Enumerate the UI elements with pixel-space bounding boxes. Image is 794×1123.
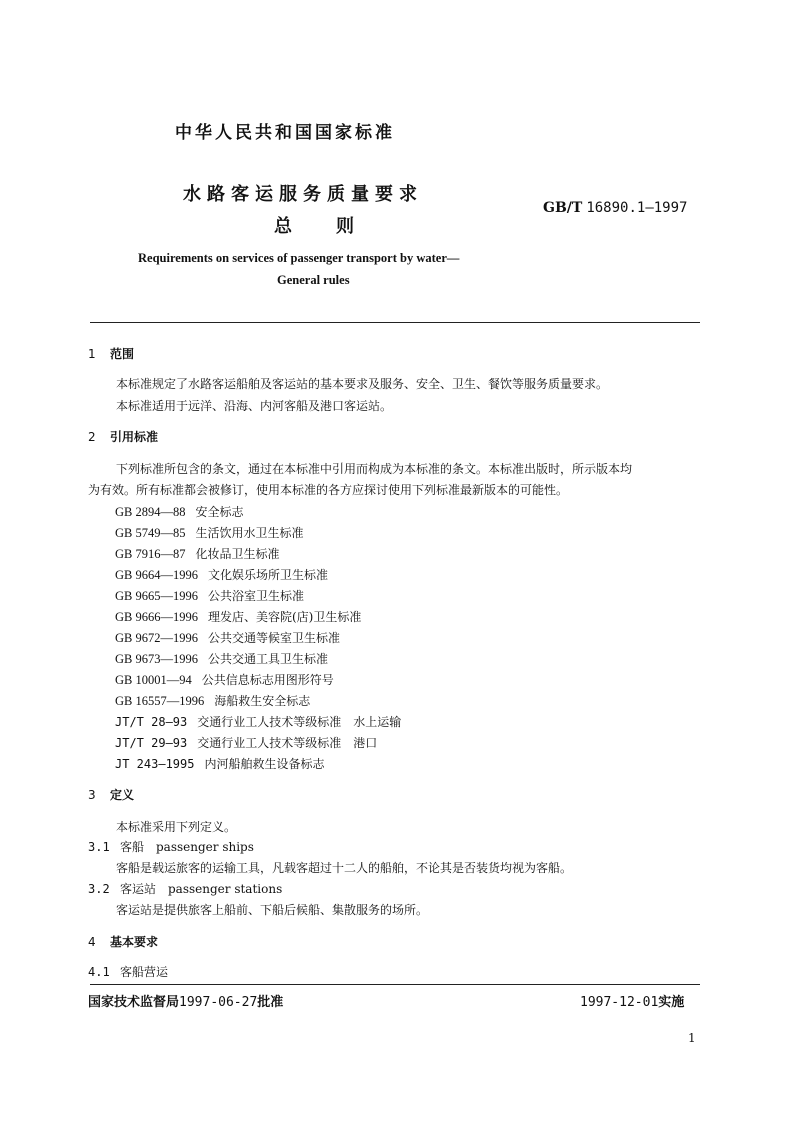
document-title-cn: 水路客运服务质量要求 <box>183 184 423 205</box>
reference-code: GB 9664—1996 <box>115 568 198 582</box>
effective-date: 1997-12-01 <box>580 995 659 1010</box>
definition-3-1-heading <box>88 838 254 855</box>
reference-item <box>115 629 340 646</box>
definition-term: 客运站 passenger stations <box>120 882 283 896</box>
reference-name: 海船救生安全标志 <box>214 694 311 708</box>
definition-3-1-text: 客船是载运旅客的运输工具，凡载客超过十二人的船舶，不论其是否装货均视为客船。 <box>116 861 573 875</box>
section-2-paragraph-line-1: 下列标准所包含的条文，通过在本标准中引用而构成为本标准的条文。本标准出版时，所示版本均 <box>116 462 633 476</box>
section-3-heading <box>88 786 134 803</box>
header-divider <box>90 322 700 323</box>
reference-item <box>115 524 304 541</box>
reference-name: 公共交通工具卫生标准 <box>208 652 329 666</box>
reference-name: 公共交通等候室卫生标准 <box>208 631 341 645</box>
reference-item <box>115 608 361 625</box>
reference-name: 公共信息标志用图形符号 <box>201 673 334 687</box>
approval-date: 1997-06-27 <box>179 995 258 1010</box>
reference-name: 公共浴室卫生标准 <box>208 589 305 603</box>
reference-code: JT/T 28—93 <box>115 715 188 729</box>
standard-code <box>543 200 687 216</box>
standard-code-number: 16890.1—1997 <box>586 200 688 216</box>
reference-code: GB 7916—87 <box>115 547 186 561</box>
section-title: 范围 <box>110 347 135 361</box>
clause-number: 3.1 <box>88 840 110 854</box>
reference-item <box>115 650 328 667</box>
reference-name: 理发店、美容院(店)卫生标准 <box>208 610 362 624</box>
section-number: 2 <box>88 430 96 444</box>
reference-code: GB 2894—88 <box>115 505 186 519</box>
standard-code-prefix: GB/T <box>543 200 583 216</box>
page-number: 1 <box>688 1031 696 1045</box>
approval-statement <box>88 991 283 1010</box>
effective-label: 实施 <box>658 995 685 1010</box>
section-title: 引用标准 <box>110 430 159 444</box>
clause-number: 3.2 <box>88 882 110 896</box>
reference-name: 安全标志 <box>195 505 244 519</box>
footer-divider <box>90 984 700 985</box>
reference-item <box>115 587 304 604</box>
reference-item <box>115 545 280 562</box>
clause-4-1-heading <box>88 963 168 980</box>
reference-item <box>115 713 401 730</box>
section-4-heading <box>88 933 158 950</box>
reference-name: 化妆品卫生标准 <box>195 547 280 561</box>
definition-3-2-heading <box>88 880 282 897</box>
reference-code: GB 9673—1996 <box>115 652 198 666</box>
definition-term: 客船 passenger ships <box>120 840 254 854</box>
reference-name: 文化娱乐场所卫生标准 <box>208 568 329 582</box>
reference-item <box>115 566 328 583</box>
reference-item <box>115 692 310 709</box>
section-title: 基本要求 <box>110 935 159 949</box>
reference-item <box>115 503 244 520</box>
reference-code: GB 16557—1996 <box>115 694 205 708</box>
document-title-en: Requirements on services of passenger transport by water— <box>138 251 460 265</box>
section-title: 定义 <box>110 788 135 802</box>
section-number: 4 <box>88 935 96 949</box>
approving-authority: 国家技术监督局 <box>88 995 180 1010</box>
reference-code: GB 9666—1996 <box>115 610 198 624</box>
reference-code: GB 9665—1996 <box>115 589 198 603</box>
approval-label: 批准 <box>257 995 284 1010</box>
reference-code: JT/T 29—93 <box>115 736 188 750</box>
clause-title: 客船营运 <box>120 965 169 979</box>
reference-code: GB 10001—94 <box>115 673 192 687</box>
reference-item <box>115 755 325 772</box>
section-2-heading <box>88 428 158 445</box>
clause-number: 4.1 <box>88 965 110 979</box>
document-subtitle-en: General rules <box>277 273 350 287</box>
effective-statement <box>580 991 684 1010</box>
definition-3-2-text: 客运站是提供旅客上船前、下船后候船、集散服务的场所。 <box>116 903 429 917</box>
document-subtitle-cn: 总则 <box>274 216 398 237</box>
reference-code: JT 243—1995 <box>115 757 195 771</box>
national-standard-label: 中华人民共和国国家标准 <box>175 123 395 143</box>
reference-item <box>115 671 334 688</box>
reference-code: GB 5749—85 <box>115 526 186 540</box>
section-number: 3 <box>88 788 96 802</box>
section-number: 1 <box>88 347 96 361</box>
section-3-paragraph: 本标准采用下列定义。 <box>116 820 237 834</box>
reference-item <box>115 734 377 751</box>
reference-name: 交通行业工人技术等级标准 水上运输 <box>197 715 402 729</box>
section-2-paragraph-line-2: 为有效。所有标准都会被修订，使用本标准的各方应探讨使用下列标准最新版本的可能性。 <box>88 483 569 497</box>
reference-name: 交通行业工人技术等级标准 港口 <box>197 736 378 750</box>
reference-code: GB 9672—1996 <box>115 631 198 645</box>
section-1-paragraph-2: 本标准适用于远洋、沿海、内河客船及港口客运站。 <box>116 399 393 413</box>
reference-name: 内河船舶救生设备标志 <box>204 757 325 771</box>
section-1-heading <box>88 345 134 362</box>
reference-name: 生活饮用水卫生标准 <box>195 526 304 540</box>
section-1-paragraph-1: 本标准规定了水路客运船舶及客运站的基本要求及服务、安全、卫生、餐饮等服务质量要求。 <box>116 377 609 391</box>
